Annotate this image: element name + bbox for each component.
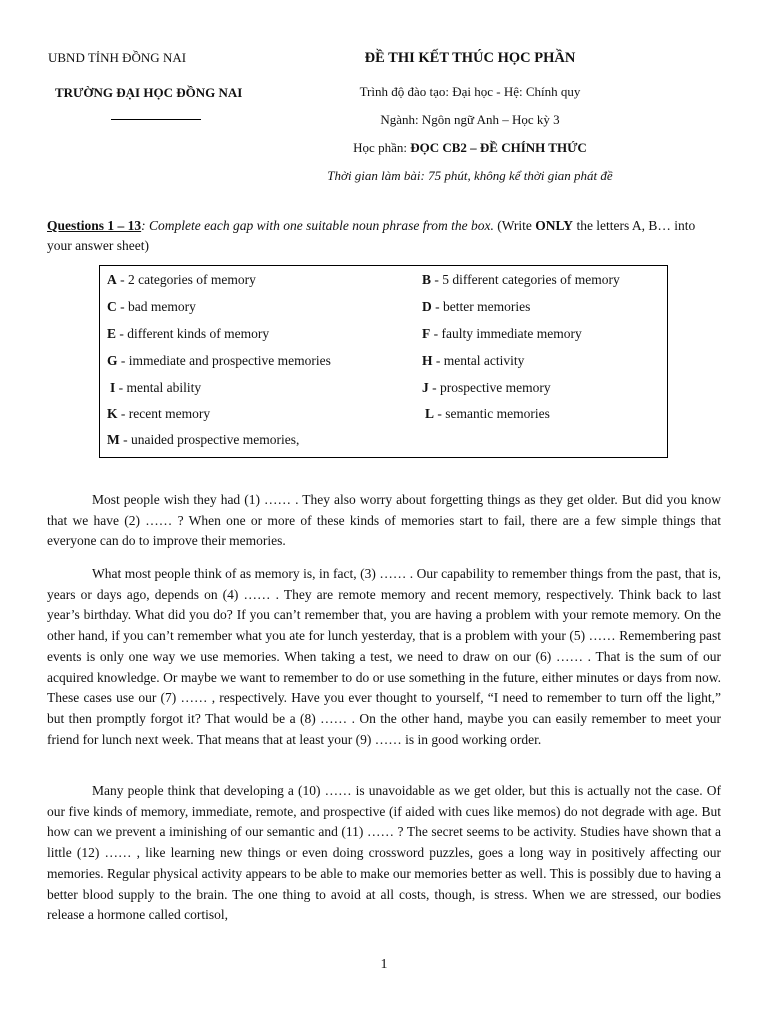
option-k: [107, 405, 210, 423]
course-name: ĐỌC CB2 – ĐỀ CHÍNH THỨC: [410, 140, 587, 155]
answer-options-box: [99, 265, 668, 458]
write-suffix: the letters A, B… into your answer sheet): [47, 218, 696, 253]
option-b: [422, 271, 620, 289]
option-letter: L: [425, 406, 435, 421]
paragraph-3: [47, 781, 721, 926]
option-text: - faulty immediate memory: [430, 326, 582, 341]
option-text: - 5 different categories of memory: [431, 272, 620, 287]
institution-header: [48, 50, 288, 101]
option-letter: H: [422, 353, 433, 368]
paragraph-text: Most people wish they had (1) …… . They also worry about forgetting things as they get older. But did you know that we have (2) …… ? When one or more of these kinds of memories start to fail, there are a few simple things that everyone can do to improve their memories.: [47, 492, 721, 549]
paragraph-text: Many people think that developing a (10) …… is unavoidable as we get older, but this is actually not the case. Of our five kinds of memory, immediate, remote, and prospective (if aided with cues like memos) do not degrade with age. But how can we prevent a iminishing of our semantic and (11) …… ? The secret seems to be activity. Studies have shown that a little (12) …… , like learning new things or even doing crossword puzzles, goes a long way in positively affecting our memories. Regular physical activity appears to be able to make our memories better as well. This is possibly due to having a better blood supply to the brain. The one thing to avoid at all costs, though, is stress. When we are stressed, our bodies release a hormone called cortisol,: [47, 783, 721, 923]
option-text: - immediate and prospective memories: [117, 353, 331, 368]
option-letter: B: [422, 272, 432, 287]
option-text: - different kinds of memory: [116, 326, 270, 341]
option-e: [107, 325, 269, 343]
option-text: - recent memory: [117, 406, 211, 421]
option-letter: E: [107, 326, 117, 341]
option-letter: C: [107, 299, 117, 314]
province-name: UBND TỈNH ĐỒNG NAI: [48, 50, 187, 65]
option-g: [107, 352, 331, 370]
option-letter: M: [107, 432, 120, 447]
university-name: TRƯỜNG ĐẠI HỌC ĐỒNG NAI: [55, 85, 243, 100]
option-text: - 2 categories of memory: [116, 272, 256, 287]
exam-header: [300, 50, 640, 185]
training-level: Trình độ đào tạo: Đại học - Hệ: Chính quy: [359, 84, 581, 99]
option-c: [107, 298, 196, 316]
option-f: [422, 325, 582, 343]
option-letter: A: [107, 272, 117, 287]
option-text: - better memories: [431, 299, 531, 314]
option-text: - prospective memory: [428, 380, 551, 395]
colon: :: [141, 218, 150, 233]
option-text: - semantic memories: [434, 406, 550, 421]
paragraph-2: [47, 564, 721, 750]
option-text: - mental activity: [432, 353, 525, 368]
option-text: - unaided prospective memories,: [119, 432, 300, 447]
option-i: [110, 379, 201, 397]
option-text: - mental ability: [115, 380, 202, 395]
write-only: ONLY: [535, 218, 574, 233]
option-h: [422, 352, 524, 370]
option-letter: K: [107, 406, 118, 421]
option-letter: F: [422, 326, 431, 341]
write-prefix: (Write: [493, 218, 536, 233]
header-divider: [111, 119, 201, 120]
instruction-text: Complete each gap with one suitable noun phrase from the box.: [149, 218, 494, 233]
option-text: - bad memory: [116, 299, 196, 314]
option-l: [425, 405, 550, 423]
course-line: [300, 139, 640, 157]
major-semester: Ngành: Ngôn ngữ Anh – Học kỳ 3: [380, 112, 560, 127]
option-letter: D: [422, 299, 432, 314]
option-d: [422, 298, 530, 316]
option-j: [422, 379, 551, 397]
question-range: Questions 1 – 13: [47, 218, 142, 233]
exam-title: ĐỀ THI KẾT THÚC HỌC PHẦN: [364, 50, 576, 66]
course-prefix: Học phần:: [353, 140, 411, 155]
exam-duration: Thời gian làm bài: 75 phút, không kể thời gian phát đề: [327, 168, 613, 183]
paragraph-text: What most people think of as memory is, in fact, (3) …… . Our capability to remember things from the past, that is, years or days ago, depends on (4) …… . They are remote memory and recent memory, respectively. Think back to last year’s birthday. What did you do? If you can’t remember that, you are having a problem with your remote memory. On the other hand, if you can’t remember what you ate for lunch yesterday, that is a problem with your (5) …… Remembering past events is only one way we use memories. When taking a test, we need to draw on our (6) …… . That is the sum of our acquired knowledge. Or maybe we want to remember to do or use something in the future, either minutes or days from now. These cases use our (7) …… , respectively. Have you ever thought to yourself, “I need to remember to turn off the light,” but then promptly forgot it? That would be a (8) …… . On the other hand, maybe you can easily remember to meet your friend for lunch next week. That means that at least your (9) …… is in good working order.: [47, 566, 721, 747]
option-a: [107, 271, 256, 289]
option-letter: G: [107, 353, 118, 368]
page-number: 1: [380, 957, 388, 972]
paragraph-1: [47, 490, 721, 552]
option-m: [107, 431, 299, 449]
option-letter: J: [422, 380, 429, 395]
option-letter: I: [110, 380, 116, 395]
question-instruction: [47, 216, 721, 256]
